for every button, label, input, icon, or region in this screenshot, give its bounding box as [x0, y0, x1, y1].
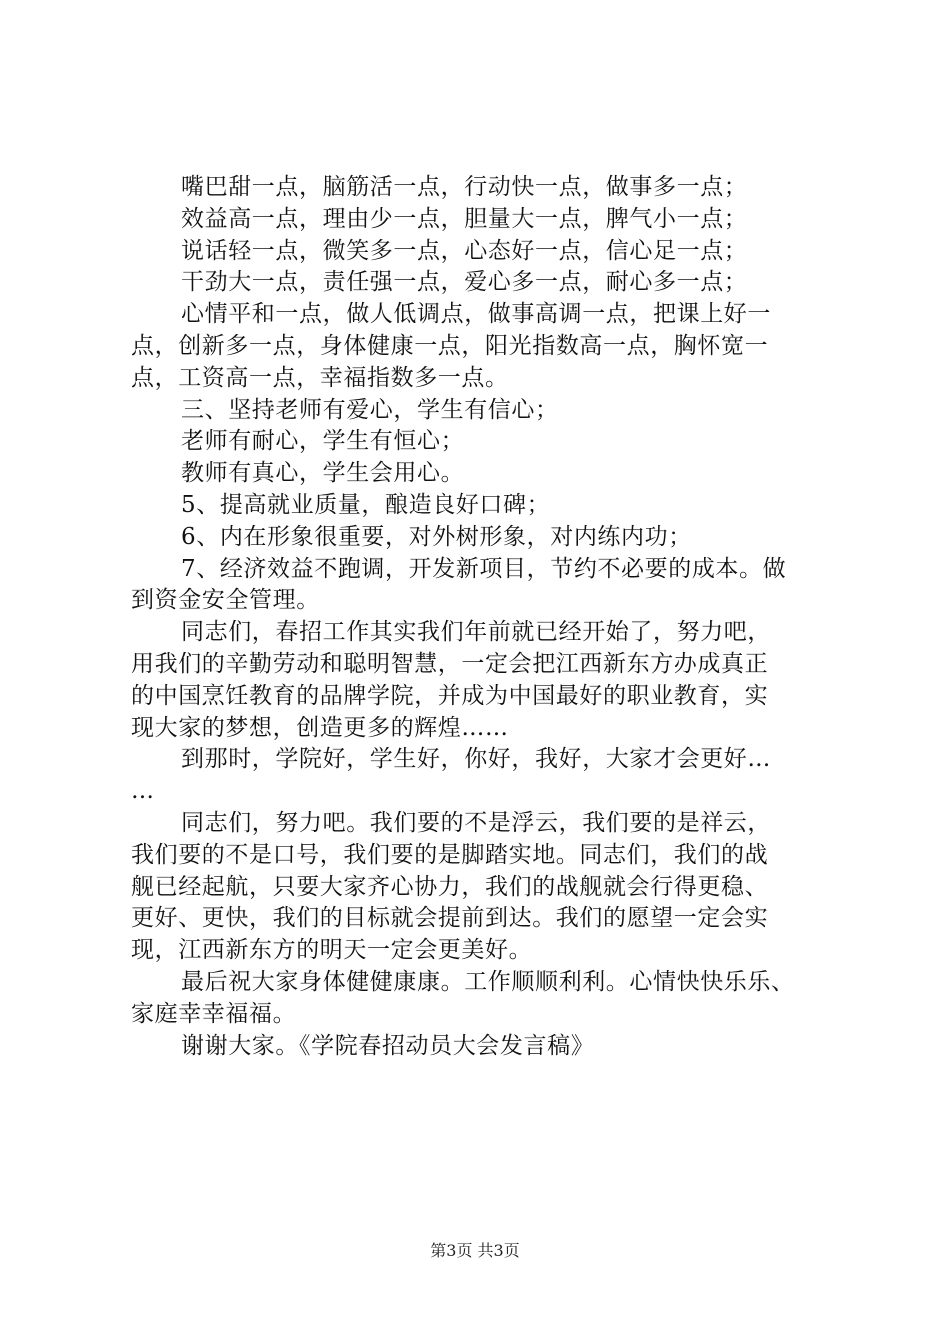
- text-line: 5、提高就业质量，酿造良好口碑；: [181, 491, 551, 518]
- document-body: [131, 172, 831, 1062]
- text-line: 心情平和一点，做人低调点，做事高调一点，把课上好一: [181, 301, 771, 328]
- text-line: 点，创新多一点，身体健康一点，阳光指数高一点，胸怀宽一: [131, 332, 769, 359]
- text-line: 老师有耐心，学生有恒心；: [181, 428, 465, 455]
- text-line: 嘴巴甜一点，脑筋活一点，行动快一点，做事多一点；: [181, 174, 748, 200]
- text-line: 最后祝大家身体健健康康。工作顺顺利利。心情快快乐乐、: [181, 968, 795, 995]
- text-line: …: [131, 778, 155, 805]
- text-line: 6、内在形象很重要，对外树形象，对内练内功；: [181, 523, 692, 550]
- text-line: 效益高一点，理由少一点，胆量大一点，脾气小一点；: [181, 205, 748, 232]
- text-line: 同志们，努力吧。我们要的不是浮云，我们要的是祥云，: [181, 809, 771, 836]
- text-line: 更好、更快，我们的目标就会提前到达。我们的愿望一定会实: [131, 905, 769, 932]
- text-line: 教师有真心，学生会用心。: [181, 460, 465, 487]
- text-line: 家庭幸幸福福。: [131, 1000, 297, 1027]
- text-line: 同志们，春招工作其实我们年前就已经开始了，努力吧，: [181, 619, 771, 646]
- text-line: 三、坚持老师有爱心，学生有信心；: [181, 396, 559, 423]
- page-footer: 第3页 共3页: [430, 1241, 520, 1260]
- text-line: 说话轻一点，微笑多一点，心态好一点，信心足一点；: [181, 237, 748, 264]
- text-line: 的中国烹饪教育的品牌学院，并成为中国最好的职业教育，实: [131, 682, 769, 709]
- text-line: 点，工资高一点，幸福指数多一点。: [131, 364, 509, 391]
- text-line: 到那时，学院好，学生好，你好，我好，大家才会更好…: [181, 746, 771, 773]
- text-line: 现大家的梦想，创造更多的辉煌……: [131, 714, 509, 741]
- text-line: 谢谢大家。《学院春招动员大会发言稿》: [181, 1032, 595, 1059]
- text-line: 舰已经起航，只要大家齐心协力，我们的战舰就会行得更稳、: [131, 873, 769, 900]
- text-line: 7、经济效益不跑调，开发新项目，节约不必要的成本。做: [181, 555, 787, 582]
- text-line: 现，江西新东方的明天一定会更美好。: [131, 937, 533, 964]
- text-line: 到资金安全管理。: [131, 587, 320, 614]
- text-line: 我们要的不是口号，我们要的是脚踏实地。同志们，我们的战: [131, 841, 769, 868]
- text-line: 用我们的辛勤劳动和聪明智慧，一定会把江西新东方办成真正: [131, 650, 769, 677]
- text-line: 干劲大一点，责任强一点，爱心多一点，耐心多一点；: [181, 269, 748, 296]
